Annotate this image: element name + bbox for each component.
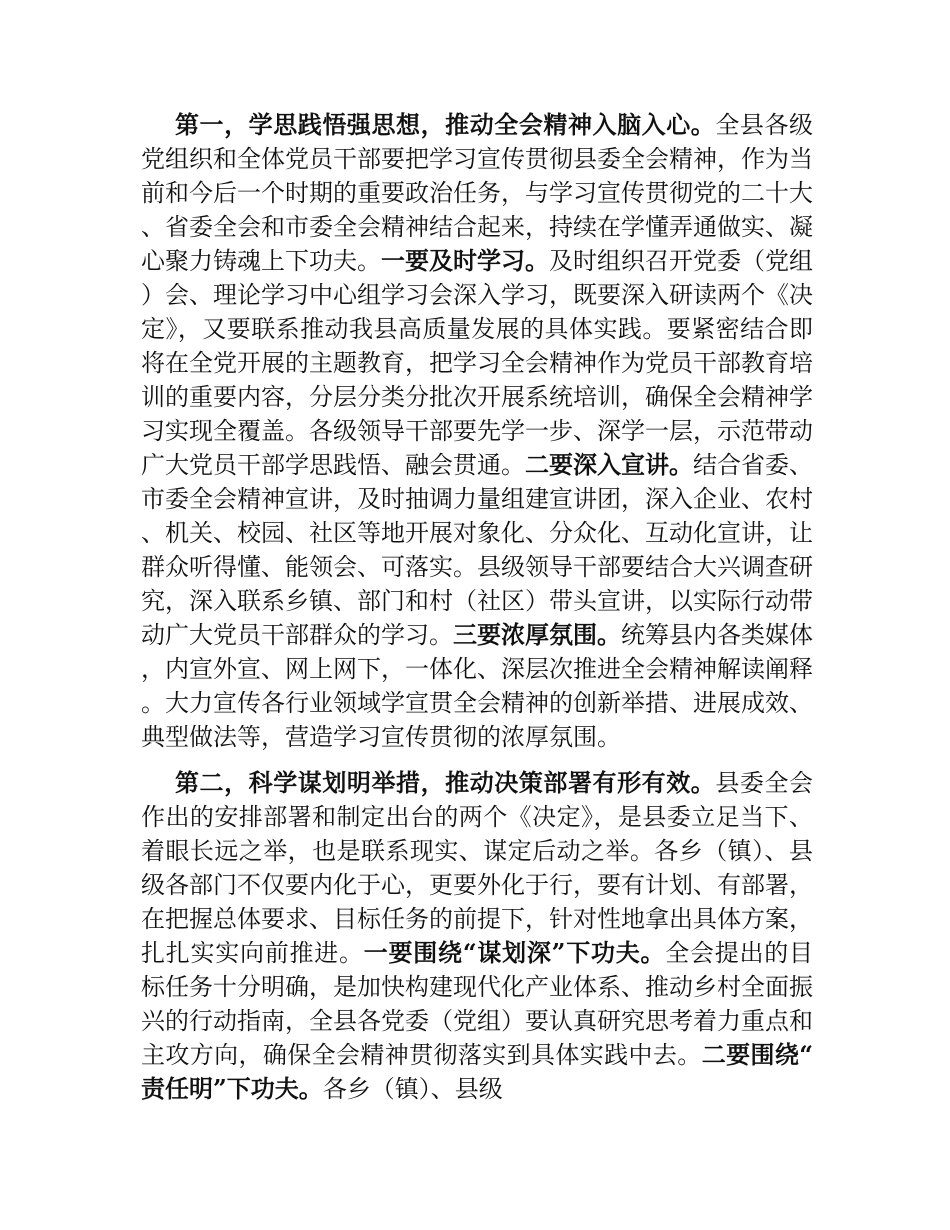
paragraph-2-heading: 第二，科学谋划明举措，推动决策部署有形有效。	[175, 768, 716, 797]
paragraph-1-text: 全县各级党组织和全体党员干部要把学习宣传贯彻县委全会精神，作为当前和今后一个时期的重要政治任务，与学习宣传贯彻党的二十大、省委全会和市委全会精神结合起来，持续在学懂弄通做实、凝心聚力铸魂上下功夫。	[141, 111, 814, 275]
paragraph-1	[141, 108, 813, 754]
paragraph-2-point-2-heading: 二要围绕“责任明”下功夫。	[141, 1040, 814, 1103]
paragraph-1-heading: 第一，学思践悟强思想，推动全会精神入脑入心。	[175, 110, 716, 139]
paragraph-2-point-2-text: 各乡（镇）、县级	[322, 1075, 503, 1103]
paragraph-1-point-3-text: 统筹县内各类媒体，内宣外宣、网上网下，一体化、深层次推进全会精神解读阐释。大力宣传各行业领域学宣贯全会精神的创新举措、进展成效、典型做法等，营造学习宣传贯彻的浓厚氛围。	[141, 621, 813, 751]
paragraph-2	[141, 766, 813, 1106]
paragraph-1-point-1-heading: 一要及时学习。	[381, 246, 549, 275]
document-page	[141, 108, 813, 1118]
paragraph-2-point-1-heading: 一要围绕“谋划深”下功夫。	[363, 938, 666, 967]
paragraph-1-point-2-heading: 二要深入宣讲。	[525, 450, 693, 479]
paragraph-2-point-1-text: 全会提出的目标任务十分明确，是加快构建现代化产业体系、推动乡村全面振兴的行动指南，全县各党委（党组）要认真研究思考着力重点和主攻方向，确保全会精神贯彻落实到具体实践中去。	[141, 939, 814, 1069]
paragraph-1-point-1-text: 及时组织召开党委（党组）会、理论学习中心组学习会深入学习，既要深入研读两个《决定》，又要联系推动我县高质量发展的具体实践。要紧密结合即将在全党开展的主题教育，把学习全会精神作为党员干部教育培训的重要内容，分层分类分批次开展系统培训，确保全会精神学习实现全覆盖。各级领导干部要先学一步、深学一层，示范带动广大党员干部学思践悟、融会贯通。	[141, 247, 813, 479]
paragraph-1-point-2-text: 结合省委、市委全会精神宣讲，及时抽调力量组建宣讲团，深入企业、农村、机关、校园、社区等地开展对象化、分众化、互动化宣讲，让群众听得懂、能领会、可落实。县级领导干部要结合大兴调查研究，深入联系乡镇、部门和村（社区）带头宣讲，以实际行动带动广大党员干部群众的学习。	[141, 451, 813, 649]
paragraph-1-point-3-heading: 三要浓厚氛围。	[453, 620, 621, 649]
paragraph-2-text: 县委全会作出的安排部署和制定出台的两个《决定》，是县委立足当下、着眼长远之举，也是联系现实、谋定后动之举。各乡（镇）、县级各部门不仅要内化于心，更要外化于行，要有计划、有部署，在把握总体要求、目标任务的前提下，针对性地拿出具体方案，扎扎实实向前推进。	[141, 769, 814, 967]
